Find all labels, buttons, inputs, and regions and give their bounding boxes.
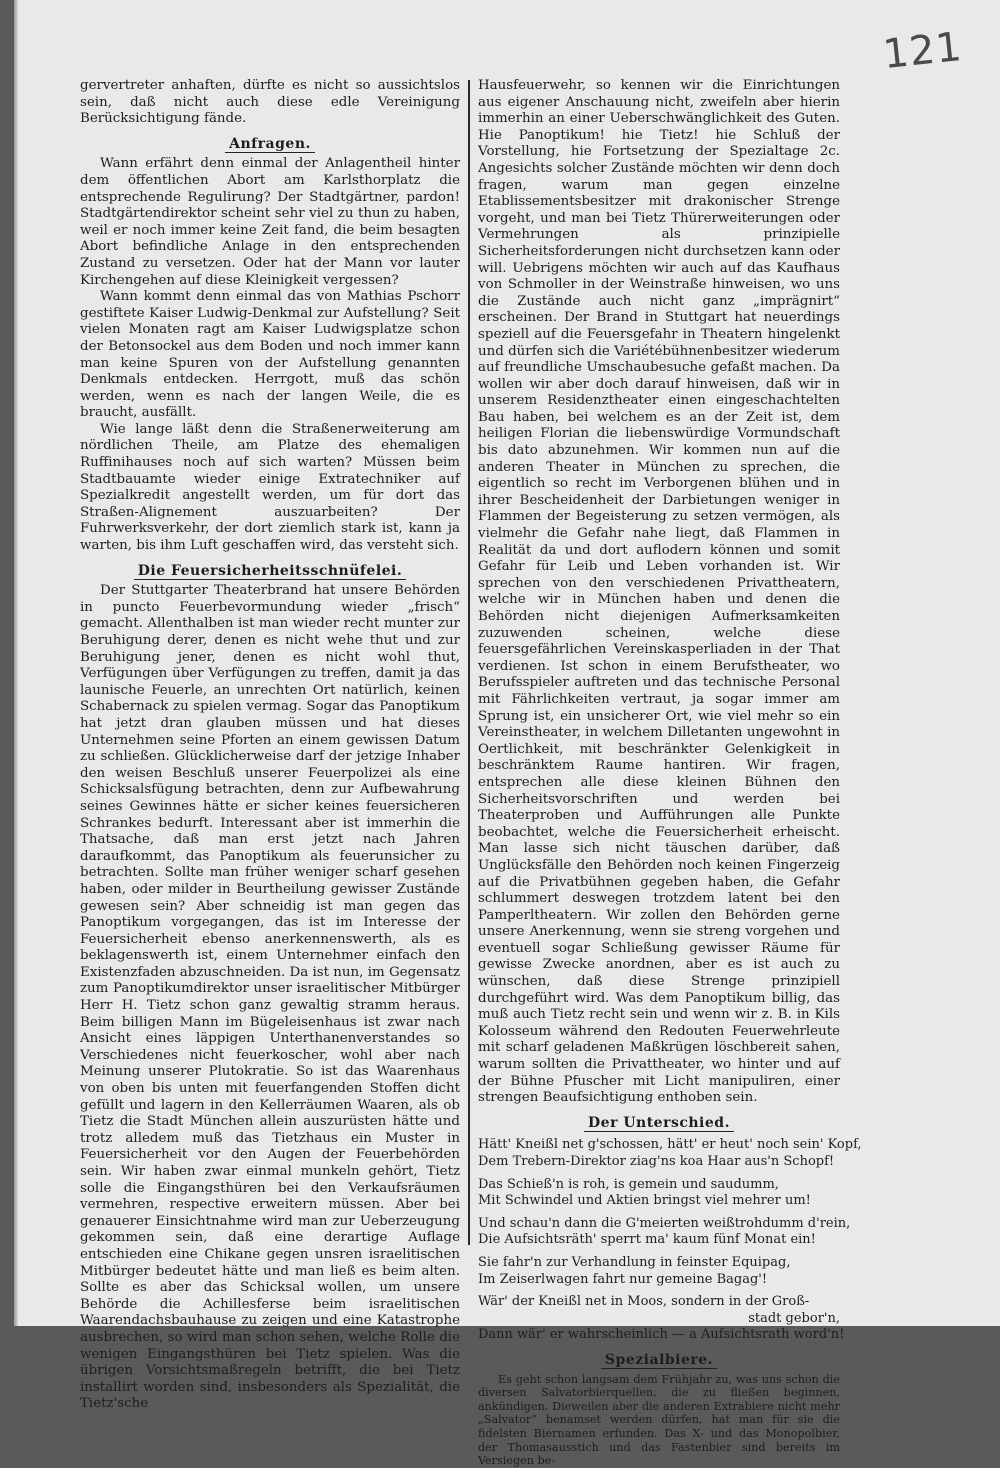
poem-line: Dann wär' er wahrscheinlich — a Aufsichtsrath word'n! xyxy=(478,1327,845,1343)
right-column xyxy=(478,78,862,1468)
poem-line: Hätt' Kneißl net g'schossen, hätt' er heut' noch sein' Kopf, xyxy=(478,1137,862,1153)
anfragen-paragraph: Wie lange läßt denn die Straßenerweiterung am nördlichen Theile, am Platze des ehemaligen Ruffinihauses noch auf sich warten? Müssen beim Stadtbauamte wieder einige Extratechniker auf Spezialkredit angestellt werden, um für dort das Straßen-Alignement auszuarbeiten? Der Fuhrwerksverkehr, der dort ziemlich stark ist, kann ja warten, bis ihm Luft geschaffen wird, das versteht sich. xyxy=(80,421,460,554)
poem-stanza xyxy=(478,1255,840,1288)
column-divider xyxy=(468,80,470,1245)
poem-stanza xyxy=(478,1215,851,1249)
left-column xyxy=(80,78,460,1412)
poem-line: Wär' der Kneißl net in Moos, sondern in der Groß- xyxy=(478,1294,810,1310)
poem-stanza xyxy=(478,1294,845,1344)
page-number: 121 xyxy=(880,23,965,79)
poem-line: Und schau'n dann die G'meierten weißtrohdumm d'rein, xyxy=(478,1215,851,1231)
continuation-text: Hausfeuerwehr, so kennen wir die Einrichtungen aus eigener Anschauung nicht, zweifeln aber hierin immerhin an einer Ueberschwänglichkeit des Guten. Hie Panoptikum! hie Tietz! hie Schluß der Vorstellung, hie Fortsetzung der Spezialtage 2c. Angesichts solcher Zustände möchten wir denn doch fragen, warum man gegen einzelne Etablissementsbesitzer mit drakonischer Strenge vorgeht, und man bei Tietz Thürerweiterungen oder Vermehrungen als prinzipielle Sicherheitsforderungen nicht durchsetzen kann oder will. Uebrigens möchten wir auch auf das Kaufhaus von Schmoller in der Weinstraße hinweisen, wo uns die Zustände auch nicht ganz „imprägnirt“ erscheinen. Der Brand in Stuttgart hat neuerdings speziell auf die Feuersgefahr in Theatern hingelenkt und dürfen sich die Variétébühnenbesitzer wiederum auf freundliche Umschaubesuche gefaßt machen. Da wollen wir aber doch darauf hinweisen, daß wir in unserem Residenztheater einen eingeschachtelten Bau haben, bei welchem es an der Zeit ist, dem heiligen Florian die liebenswürdige Vormundschaft bis dato abzunehmen. Wir kommen nun auf die anderen Theater in München zu sprechen, die eigentlich so recht im Verborgenen blühen und in ihrer Bescheidenheit der Darbietungen weniger in Flammen der Begeisterung zu setzen vermögen, als vielmehr die Gefahr nahe liegt, daß Flammen in Realität da und dort auflodern können und somit Gefahr für Leib und Leben vorhanden ist. Wir sprechen von den verschiedenen Privattheatern, welche wir in München haben und denen die Behörden nicht diejenigen Aufmerksamkeiten zuzuwenden scheinen, welche diese feuersgefährlichen Vereinskasperliaden in der That verdienen. Ist schon in einem Berufstheater, wo Berufsspieler auftreten und das technische Personal mit Fährlichkeiten vertraut, ja sogar immer am Sprung ist, ein unsicherer Ort, wie viel mehr so ein Vereinstheater, in welchem Dilletanten ungewohnt in Oertlichkeit, mit beschränkter Gelenkigkeit in beschränktem Raume hantiren. Wir fragen, entsprechen alle diese kleinen Bühnen den Sicherheitsvorschriften und werden bei Theaterproben und Aufführungen alle Punkte beobachtet, welche die Feuersicherheit erheischt. Man lasse sich nicht täuschen darüber, daß Unglücksfälle den Behörden noch keinen Fingerzeig auf die Privatbühnen gegeben haben, die Gefahr schlummert deswegen trotzdem latent bei den Pamperltheatern. Wir zollen den Behörden gerne unsere Anerkennung, wenn sie streng vorgehen und eventuell sogar Schließung gewisser Räume für gewisse Zwecke anordnen, aber es ist auch zu wünschen, daß diese Strenge prinzipiell durchgeführt wird. Was dem Panoptikum billig, das muß auch Tietz recht sein und wenn wir z. B. in Kils Kolosseum während den Redouten Feuerwehrleute mit scharf geladenen Maßkrügen löschbereit sahen, warum sollten die Privattheater, wo hinter und auf der Bühne Pfuscher mit Licht manipuliren, einer strengen Beaufsichtigung enthoben sein. xyxy=(478,78,840,1106)
feuer-paragraph: Der Stuttgarter Theaterbrand hat unsere Behörden in puncto Feuerbevormundung wieder „frisch“ gemacht. Allenthalben ist man wieder recht munter zur Beruhigung derer, denen es nicht wehe thut und zur Beruhigung jener, denen es nicht wohl thut, Verfügungen über Verfügungen zu treffen, damit ja das launische Feuerle, an unrechten Ort natürlich, keinen Schabernack zu spielen vermag. Sogar das Panoptikum hat jetzt dran glauben müssen und hat dieses Unternehmen seine Pforten an einem gewissen Datum zu schließen. Glücklicherweise darf der jetzige Inhaber den weisen Beschluß unserer Feuerpolizei als eine Schicksalsfügung betrachten, denn zur Aufbewahrung seines Gewinnes hätte er sicher keines feuersicheren Schrankes bedurft. Interessant aber ist immerhin die Thatsache, daß man erst jetzt nach Jahren daraufkommt, das Panoptikum als feuerunsicher zu betrachten. Sollte man früher weniger scharf gesehen haben, oder milder in Beurtheilung gewisser Zustände gewesen sein? Aber schneidig ist man gegen das Panoptikum vorgegangen, das ist im Interesse der Feuersicherheit ebenso anerkennenswerth, als es beklagenswerth ist, einem Unternehmer einfach den Existenzfaden abzuschneiden. Da ist nun, im Gegensatz zum Panoptikumdirektor unser israelitischer Mitbürger Herr H. Tietz schon ganz gewaltig stramm heraus. Beim billigen Mann im Bügeleisenhaus ist zwar nach Ansicht eines läppigen Unterthanenverstandes so Verschiedenes nicht feuerkoscher, wohl aber nach Meinung unserer Plutokratie. So ist das Waarenhaus von oben bis unten mit feuerfangenden Stoffen dicht gefüllt und lagern in den Kellerräumen Waaren, als ob Tietz die Stadt München allein auszurüsten hätte und trotz alledem muß das Tietzhaus ein Muster in Feuersicherheit vor den Augen der Feuerbehörden sein. Wir haben zwar einmal munkeln gehört, Tietz solle die Eingangsthüren bei den Verkaufsräumen vermehren, respective erweitern müssen. Aber bei genauerer Einsichtnahme wird man zur Ueberzeugung gekommen sein, daß eine derartige Auflage entschieden eine Chikane gegen unsren israelitischen Mitbürger bedeutet hätte und man ließ es beim alten. Sollte es aber das Schicksal wollen, um unsere Behörde die Achillesferse beim israelitischen Waarendachsbauhause zu zeigen und eine Katastrophe ausbrechen, so wird man schon sehen, welche Rolle die wenigen Eingangsthüren bei Tietz spielen. Was die übrigen Vorsichtsmaßregeln betrifft, die bei Tietz installirt worden sind, insbesonders als Spezialität, die Tietz'sche xyxy=(80,583,460,1412)
poem-stanza xyxy=(478,1137,862,1170)
spezial-heading: Spezialbiere. xyxy=(478,1352,840,1369)
poem-line: Das Schieß'n is roh, is gemein und saudumm, xyxy=(478,1176,779,1192)
feuer-heading: Die Feuersicherheitsschnüfelei. xyxy=(80,563,460,580)
spezial-paragraph: Es geht schon langsam dem Frühjahr zu, was uns schon die diversen Salvatorbierquellen, die zu fließen beginnen, ankündigen. Dieweilen aber die anderen Extrabiere nicht mehr „Salvator“ benamset werden dürfen, hat man für sie die fidelsten Biernamen erfunden. Das X- und das Monopolbier, der Thomasausstich und das Fastenbier sind bereits im Versiegen be- xyxy=(478,1372,840,1468)
poem-line: Dem Trebern-Direktor ziag'ns koa Haar aus'n Schopf! xyxy=(478,1154,835,1169)
poem-line: Sie fahr'n zur Verhandlung in feinster Equipag, xyxy=(478,1254,791,1270)
anfragen-heading: Anfragen. xyxy=(80,136,460,153)
poem-line: Im Zeiserlwagen fahrt nur gemeine Bagag'! xyxy=(478,1271,768,1287)
anfragen-paragraph: Wann erfährt denn einmal der Anlagentheil hinter dem öffentlichen Abort am Karlsthorplatz die entsprechende Regulirung? Der Stadtgärtner, pardon! Stadtgärtendirektor scheint sehr viel zu thun zu haben, weil er noch immer keine Zeit fand, die beim besagten Abort befindliche Anlage in den entsprechenden Zustand zu versetzen. Oder hat der Mann vor lauter Kirchengehen auf diese Kleinigkeit vergessen? xyxy=(80,156,460,288)
poem-stanza xyxy=(478,1177,840,1210)
poem-line: Mit Schwindel und Aktien bringst viel mehrer um! xyxy=(478,1193,811,1209)
anfragen-paragraph: Wann kommt denn einmal das von Mathias Pschorr gestiftete Kaiser Ludwig-Denkmal zur Aufstellung? Seit vielen Monaten ragt am Kaiser Ludwigsplatze schon der Betonsockel aus dem Boden und noch immer kann man keine Spuren von der Aufstellung genannten Denkmals entdecken. Herrgott, muß das schön werden, wenn es nach der langen Weile, die es braucht, ausfällt. xyxy=(80,289,460,421)
poem-line: Die Aufsichtsräth' sperrt ma' kaum fünf Monat ein! xyxy=(478,1232,816,1248)
intro-text: gervertreter anhaften, dürfte es nicht so aussichtslos sein, daß nicht auch diese edle Vereinigung Berücksichtigung fände. xyxy=(80,78,460,127)
unterschied-heading: Der Unterschied. xyxy=(478,1115,840,1132)
page-fold-shadow xyxy=(14,0,18,1326)
poem xyxy=(478,1137,862,1344)
poem-line: stadt gebor'n, xyxy=(748,1310,840,1326)
